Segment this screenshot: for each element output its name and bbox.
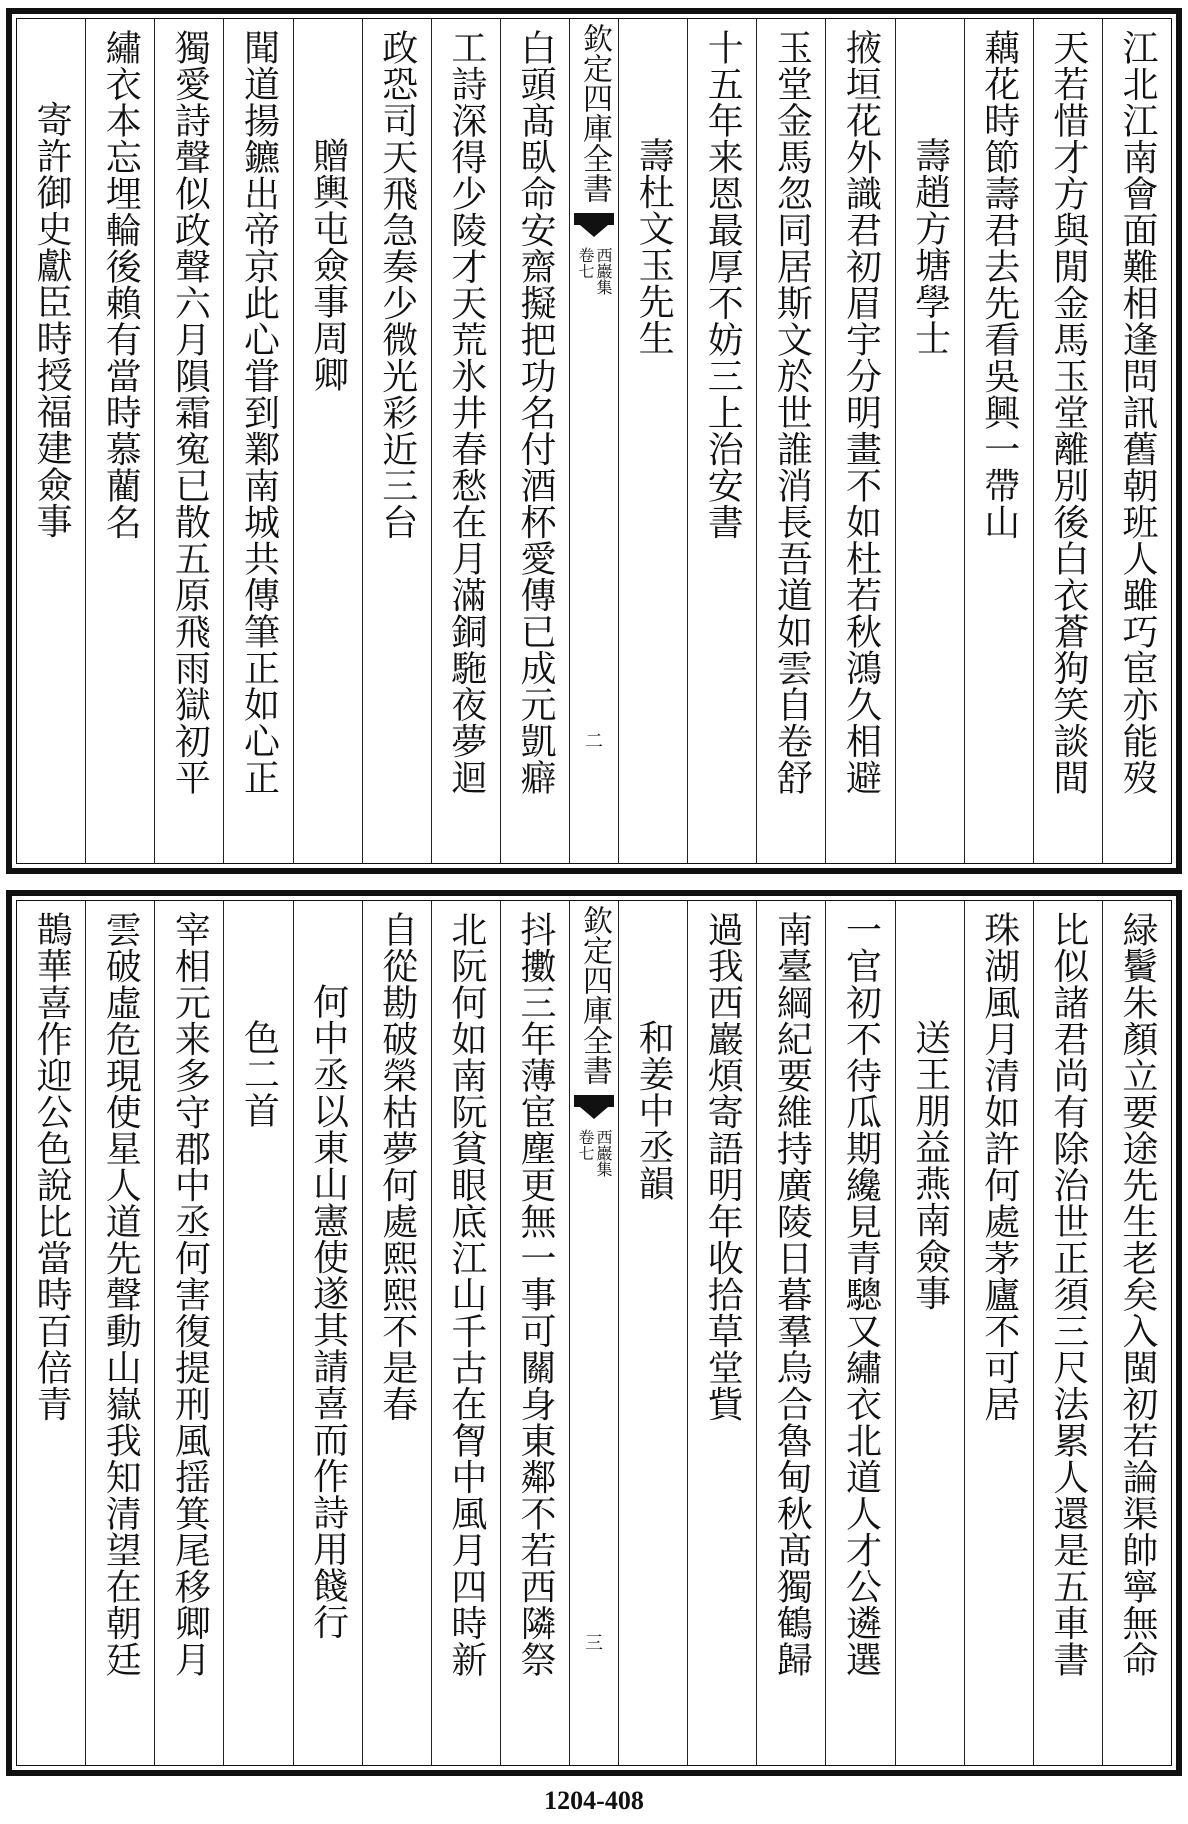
top-page-frame — [16, 18, 1172, 864]
book-info — [577, 1129, 611, 1177]
column-text: 政恐司天飛急奏少微光彩近三台 — [376, 29, 418, 540]
column-text: 繡衣本忘埋輪後賴有當時慕藺名 — [100, 29, 142, 540]
catalog-title: 欽定四庫全書 — [577, 905, 612, 1085]
column-text: 鵲華喜作迎公色說比當時百倍青 — [31, 911, 73, 1422]
poem-title-column — [618, 19, 687, 863]
text-column — [1033, 19, 1102, 863]
text-column — [687, 901, 756, 1765]
page-footer-number: 1204-408 — [544, 1786, 644, 1815]
column-text: 一官初不待瓜期纔見青驄又繡衣北道人才公遴選 — [840, 911, 882, 1678]
column-text: 宰相元来多守郡中丞何害復提刑風揺箕尾移卿月 — [169, 911, 211, 1678]
text-column — [756, 19, 825, 863]
text-column — [431, 19, 500, 863]
poem-title-column — [293, 19, 362, 863]
text-column — [964, 19, 1033, 863]
leaf-number: 三 — [585, 1633, 603, 1654]
poem-title: 壽杜文玉先生 — [633, 137, 675, 356]
column-text: 十五年来恩最厚不妨三上治安書 — [702, 29, 744, 540]
column-text: 工詩深得少陵才天荒氷井春愁在月滿銅駞夜夢迴 — [445, 29, 487, 796]
text-column — [223, 19, 292, 863]
column-text: 自從勘破榮枯夢何處熙熙不是春 — [376, 911, 418, 1422]
book-name: 西巖集 — [594, 247, 613, 295]
text-column — [756, 901, 825, 1765]
text-column — [154, 901, 223, 1765]
column-text: 雲破虛危現使星人道先聲動山嶽我知清望在朝廷 — [100, 911, 142, 1678]
fold-column — [569, 901, 618, 1765]
volume-name: 卷七 — [576, 1129, 595, 1161]
fish-tail-mark-icon — [574, 1095, 614, 1121]
poem-title-column — [895, 19, 964, 863]
poem-title-column — [293, 901, 362, 1765]
bottom-page-frame — [16, 900, 1172, 1766]
top-page — [6, 8, 1182, 874]
catalog-title: 欽定四庫全書 — [577, 23, 612, 203]
column-text: 比似諸君尚有除治世正須三尺法累人還是五車書 — [1047, 911, 1089, 1678]
poem-title: 色二首 — [238, 1019, 280, 1129]
text-column — [825, 19, 894, 863]
column-text: 藕花時節壽君去先看吳興一帶山 — [978, 29, 1020, 540]
column-text: 掖垣花外識君初眉宇分明畫不如杜若秋鴻久相避 — [840, 29, 882, 796]
text-column — [154, 19, 223, 863]
text-column — [431, 901, 500, 1765]
column-text: 南臺綱紀要維持廣陵日暮羣烏合魯甸秋髙獨鶴歸 — [771, 911, 813, 1678]
poem-title-column — [17, 19, 85, 863]
text-column — [500, 19, 569, 863]
text-column — [500, 901, 569, 1765]
text-column — [362, 901, 431, 1765]
column-text: 抖擻三年薄宦塵更無一事可關身東鄰不若西隣祭 — [514, 911, 556, 1678]
poem-title: 和姜中丞韻 — [633, 1019, 675, 1202]
text-column — [1102, 901, 1171, 1765]
column-text: 天若惜才方與閒金馬玉堂離別後白衣蒼狗笑談間 — [1047, 29, 1089, 796]
text-column — [85, 901, 154, 1765]
text-column — [825, 901, 894, 1765]
leaf-number: 二 — [585, 731, 603, 752]
text-column — [362, 19, 431, 863]
text-column — [1033, 901, 1102, 1765]
volume-name: 卷七 — [576, 247, 595, 279]
column-text: 珠湖風月清如許何處茅廬不可居 — [978, 911, 1020, 1422]
column-text: 北阮何如南阮貧眼底江山千古在胷中風月四時新 — [445, 911, 487, 1678]
bottom-page — [6, 890, 1182, 1776]
book-info — [577, 247, 611, 295]
fold-column — [569, 19, 618, 863]
poem-title: 壽趙方塘學士 — [909, 137, 951, 356]
poem-title-column — [895, 901, 964, 1765]
text-column — [964, 901, 1033, 1765]
poem-title: 送王朋益燕南僉事 — [909, 1019, 951, 1311]
poem-title: 贈輿屯僉事周卿 — [307, 137, 349, 393]
text-column — [687, 19, 756, 863]
column-text: 聞道揚鑣出帝京此心甞到鄴南城共傳筆正如心正 — [238, 29, 280, 796]
poem-title-column — [223, 901, 292, 1765]
text-column — [1102, 19, 1171, 863]
column-text: 獨愛詩聲似政聲六月隕霜寃已散五原飛雨獄初平 — [169, 29, 211, 796]
poem-title: 何中丞以東山憲使遂其請喜而作詩用餞行 — [307, 983, 349, 1640]
column-text: 白頭髙臥命安齋擬把功名付酒杯愛傳已成元凱癖 — [514, 29, 556, 796]
poem-title-column — [618, 901, 687, 1765]
text-column — [17, 901, 85, 1765]
text-column — [85, 19, 154, 863]
book-name: 西巖集 — [594, 1129, 613, 1177]
column-text: 過我西巖煩寄語明年收拾草堂貲 — [702, 911, 744, 1422]
column-text: 緑鬢朱顏立要途先生老矣入閩初若論渠帥寧無命 — [1116, 911, 1158, 1678]
column-text: 江北江南會面難相逢問訊舊朝班人雖巧宦亦能歿 — [1116, 29, 1158, 796]
poem-title: 寄許御史獻臣時授福建僉事 — [31, 101, 73, 539]
column-text: 玉堂金馬忽同居斯文於世誰消長吾道如雲自卷舒 — [771, 29, 813, 796]
fish-tail-mark-icon — [574, 213, 614, 239]
